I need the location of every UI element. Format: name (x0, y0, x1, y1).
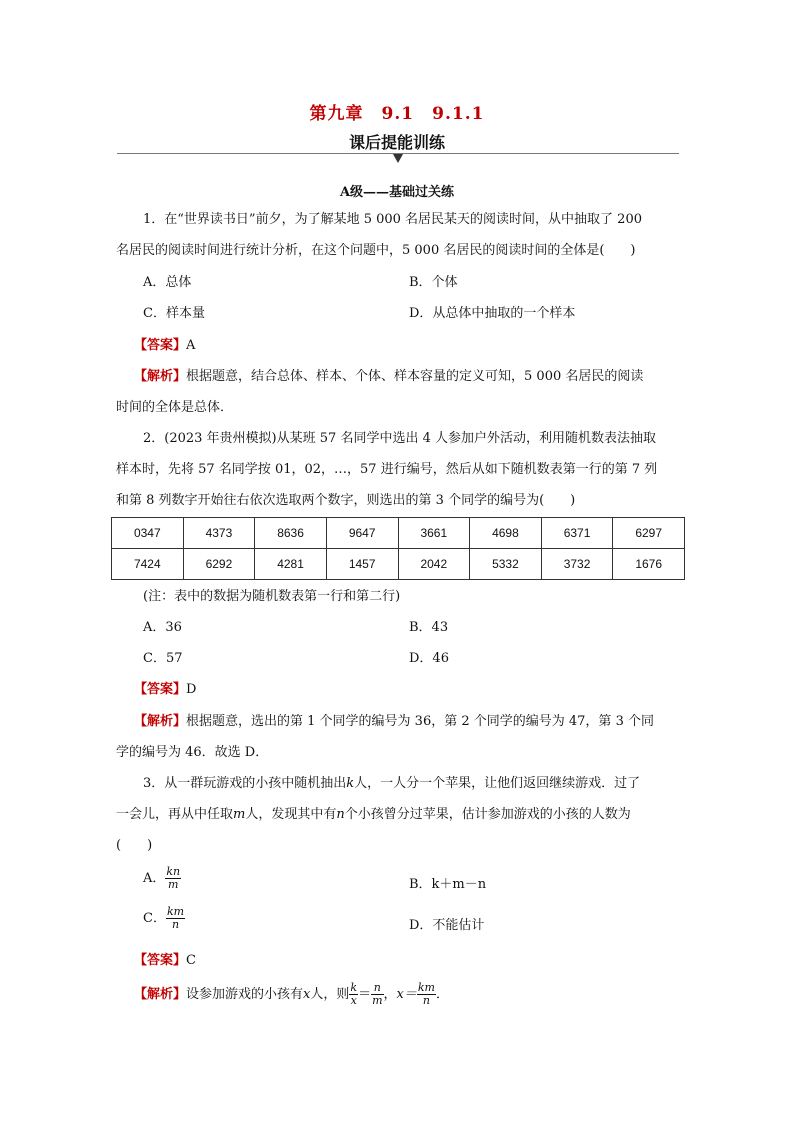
fraction-numerator: km (417, 981, 435, 994)
q3-line1 (143, 776, 640, 792)
q2-analysis-line1 (134, 714, 654, 730)
var-k: k (346, 776, 355, 791)
down-triangle-icon (393, 154, 403, 163)
q2-answer (134, 682, 196, 698)
q3-option-d: D．不能估计 (409, 918, 485, 933)
q3-line1-part: 人，一人分一个苹果，让他们返回继续游戏．过了 (354, 776, 641, 791)
q3-answer-value: C (186, 953, 196, 968)
table-cell: 1676 (613, 549, 685, 580)
table-cell: 4281 (255, 549, 327, 580)
q3-line2-part: 个小孩曾分过苹果，估计参加游戏的小孩的人数为 (344, 807, 631, 822)
answer-label: 【答案】 (134, 953, 187, 968)
q1-line1: 1．在“世界读书日”前夕，为了解某地 5 000 名居民某天的阅读时间，从中抽取了 200 (143, 212, 642, 227)
table-cell: 6371 (541, 518, 613, 549)
q2-option-a: A．36 (143, 620, 182, 635)
table-cell: 1457 (326, 549, 398, 580)
q3-line2-part: 一会儿，再从中任取 (116, 807, 234, 822)
fraction-denominator: n (422, 994, 430, 1007)
q2-option-d: D．46 (409, 651, 449, 666)
q2-option-c: C．57 (143, 651, 183, 666)
fraction-denominator: m (372, 994, 383, 1007)
q2-analysis-line2: 学的编号为 46．故选 D． (116, 745, 269, 760)
table-cell: 5332 (470, 549, 542, 580)
option-label: C． (143, 911, 166, 926)
analysis-text: 设参加游戏的小孩有 (186, 987, 304, 1002)
level-heading: A级——基础过关练 (339, 185, 455, 200)
table-cell: 7424 (112, 549, 184, 580)
fraction-denominator: n (171, 918, 180, 931)
fraction (417, 982, 436, 1007)
q3-analysis (134, 982, 449, 1008)
q1-line2: 名居民的阅读时间进行统计分析，在这个问题中，5 000 名居民的阅读时间的全体是( ) (116, 243, 636, 258)
table-cell: 4698 (470, 518, 542, 549)
q2-line2: 样本时，先将 57 名同学按 01，02，…，57 进行编号，然后从如下随机数表第一行的第 7 列 (116, 462, 658, 477)
q1-option-a: A．总体 (143, 275, 192, 290)
table-cell: 6297 (613, 518, 685, 549)
q1-answer-value: A (186, 338, 196, 353)
var-x: x (303, 987, 311, 1002)
fraction (349, 982, 358, 1007)
table-cell: 8636 (255, 518, 327, 549)
q3-line3: ( ) (116, 838, 153, 853)
q2-note: (注：表中的数据为随机数表第一行和第二行) (143, 589, 401, 604)
table-cell: 6292 (183, 549, 255, 580)
q2-analysis-text: 根据题意，选出的第 1 个同学的编号为 36，第 2 个同学的编号为 47，第 3 个同 (186, 714, 654, 729)
fraction-denominator: x (350, 994, 357, 1007)
equals-sign: ＝ (358, 987, 372, 1002)
q3-answer (134, 953, 196, 969)
fraction-denominator: m (168, 878, 179, 891)
fraction-numerator: km (166, 905, 185, 918)
table-cell: 0347 (112, 518, 184, 549)
table-cell: 3661 (398, 518, 470, 549)
q2-line1: 2．(2023 年贵州模拟)从某班 57 名同学中选出 4 人参加户外活动，利用随机数表法抽取 (143, 431, 656, 446)
q2-option-b: B．43 (409, 620, 449, 635)
q3-option-b: B．k＋m－n (409, 877, 487, 892)
fraction-numerator: k (350, 981, 358, 994)
var-x-eq: x＝ (396, 987, 417, 1002)
analysis-text: 人，则 (310, 987, 350, 1002)
q3-option-c (143, 906, 185, 932)
q2-line3: 和第 8 列数字开始往右依次选取两个数字，则选出的第 3 个同学的编号为( ) (116, 493, 576, 508)
period: ． (435, 987, 449, 1002)
chapter-heading: 第九章 9.1 9.1.1 (309, 104, 485, 124)
q3-line2 (116, 807, 631, 823)
q1-analysis-line2: 时间的全体是总体． (116, 400, 234, 415)
q1-option-d: D．从总体中抽取的一个样本 (409, 306, 576, 321)
table-row (112, 549, 685, 580)
answer-label: 【答案】 (134, 338, 187, 353)
q2-answer-value: D (186, 682, 197, 697)
q3-option-a (143, 866, 181, 892)
fraction (165, 866, 181, 891)
random-number-table (111, 517, 685, 580)
answer-label: 【答案】 (134, 682, 187, 697)
fraction (371, 982, 383, 1007)
analysis-label: 【解析】 (134, 714, 187, 729)
table-cell: 9647 (326, 518, 398, 549)
q1-answer (134, 338, 195, 354)
table-cell: 2042 (398, 549, 470, 580)
table-row (112, 518, 685, 549)
q3-line2-part: 人，发现其中有 (245, 807, 337, 822)
q1-analysis-text: 根据题意，结合总体、样本、个体、样本容量的定义可知，5 000 名居民的阅读 (186, 369, 644, 384)
fraction-numerator: n (371, 982, 383, 995)
q1-option-c: C．样本量 (143, 306, 205, 321)
analysis-label: 【解析】 (134, 987, 187, 1002)
option-label: A． (143, 871, 166, 886)
q1-option-b: B．个体 (409, 275, 458, 290)
fraction (166, 906, 185, 931)
fraction-numerator: kn (166, 865, 181, 878)
table-cell: 3732 (541, 549, 613, 580)
q3-line1-part: 3．从一群玩游戏的小孩中随机抽出 (143, 776, 347, 791)
page-subtitle: 课后提能训练 (348, 133, 445, 152)
analysis-label: 【解析】 (134, 369, 187, 384)
var-n: n (336, 807, 345, 822)
comma: ， (383, 987, 397, 1002)
q1-analysis-line1 (134, 369, 643, 385)
table-cell: 4373 (183, 518, 255, 549)
var-m: m (233, 807, 246, 822)
